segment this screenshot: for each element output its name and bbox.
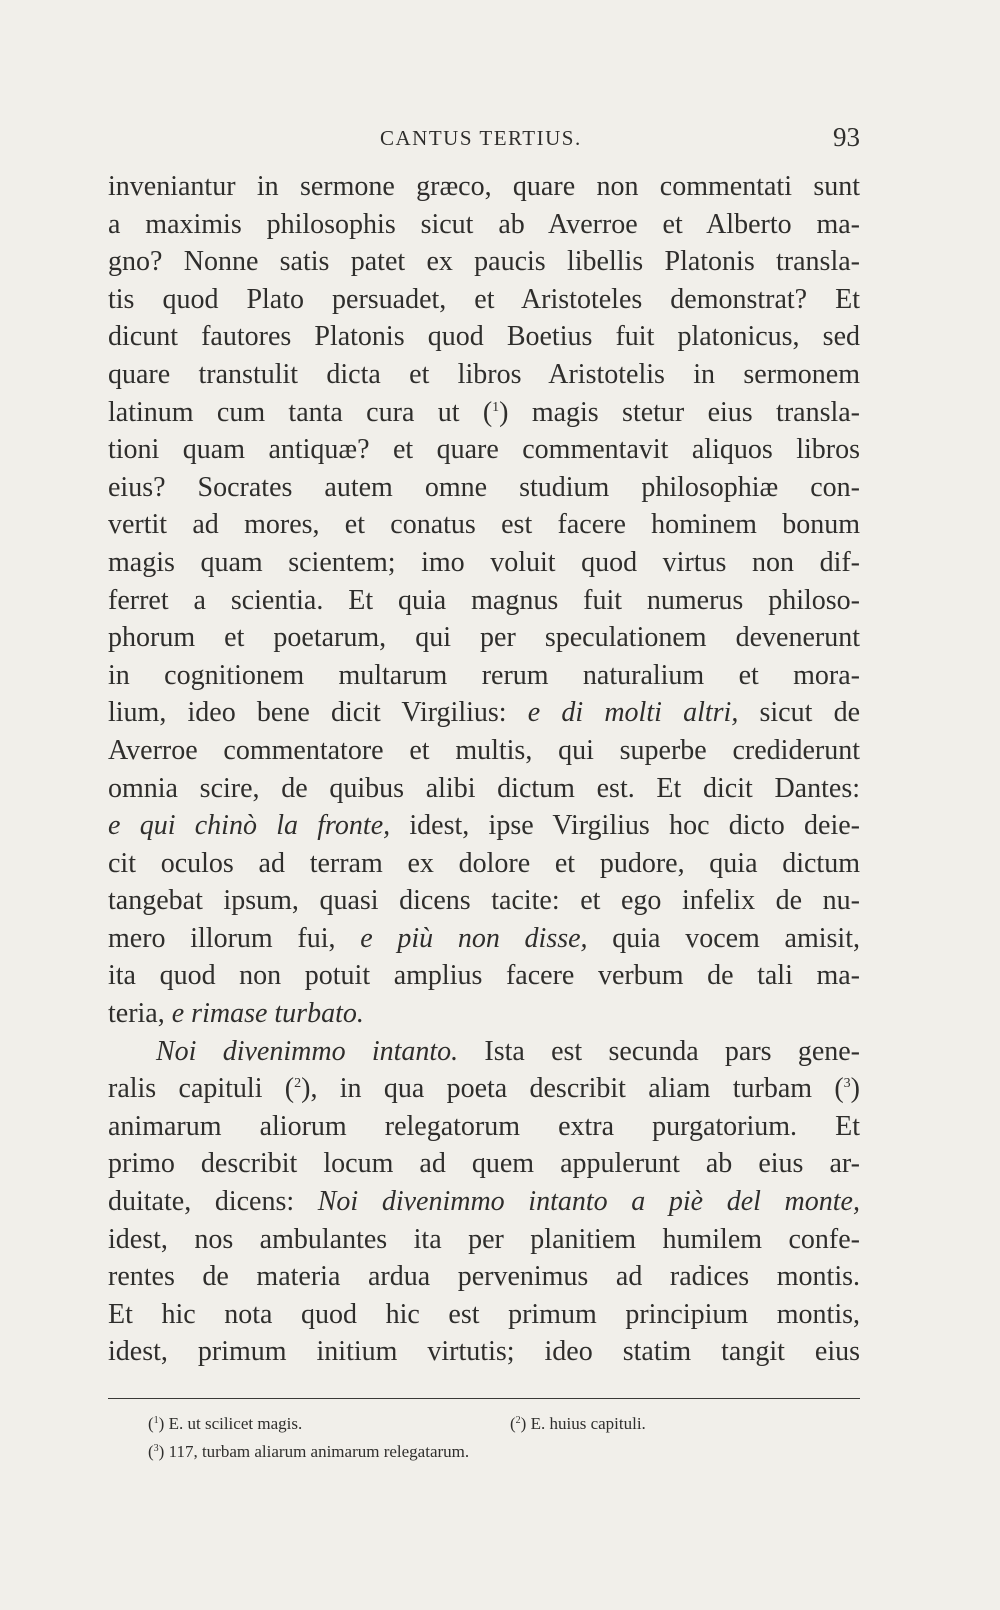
text-line [108, 394, 860, 432]
text-run: idest, ipse Virgilius hoc dicto deie- [390, 810, 860, 842]
text-run: a maximis philosophis sicut ab Averroe et Alberto ma- [108, 208, 860, 240]
text-run: ), in qua poeta describit aliam turbam ( [301, 1073, 844, 1105]
text-line [108, 1108, 860, 1146]
text-run: omnia scire, de quibus alibi dictum est. Et dicit Dantes: [108, 772, 860, 804]
page-number: 93 [833, 122, 860, 152]
italic-quotation: e più non disse, [360, 922, 588, 954]
running-title: CANTUS TERTIUS. [380, 126, 582, 150]
text-line [108, 168, 860, 206]
text-line [108, 1183, 860, 1221]
text-run: cit oculos ad terram ex dolore et pudore, quia dictum [108, 847, 860, 879]
text-run: mero illorum fui, [108, 922, 361, 954]
text-run: teria, [108, 998, 172, 1030]
text-line [108, 657, 860, 695]
text-line [108, 318, 860, 356]
text-line [108, 694, 860, 732]
text-line [108, 431, 860, 469]
text-line [108, 920, 860, 958]
text-run: ferret a scientia. Et quia magnus fuit numerus philoso- [108, 584, 860, 616]
italic-quotation: e qui chinò la fronte, [108, 810, 391, 842]
text-run: tioni quam antiquæ? et quare commentavit aliquos libros [108, 434, 860, 466]
text-run: primo describit locum ad quem appulerunt ab eius ar- [108, 1148, 860, 1180]
text-line [108, 544, 860, 582]
text-run: quare transtulit dicta et libros Aristotelis in sermonem [108, 358, 860, 390]
footnote-2: ($^2$) E. huius capituli. [510, 1414, 646, 1433]
text-run: eius? Socrates autem omne studium philosophiæ con- [108, 471, 860, 503]
footnote-mark: 2 [515, 1415, 521, 1426]
text-line [108, 807, 860, 845]
text-line [108, 206, 860, 244]
text-run: ralis capituli ( [108, 1073, 295, 1105]
running-header [108, 122, 860, 158]
text-run: lium, ideo bene dicit Virgilius: [108, 697, 528, 729]
text-line [108, 1070, 860, 1108]
text-run: animarum aliorum relegatorum extra purgatorium. Et [108, 1110, 860, 1142]
text-line [108, 770, 860, 808]
text-run: in cognitionem multarum rerum naturalium et mora- [108, 659, 860, 691]
text-run: tangebat ipsum, quasi dicens tacite: et ego infelix de nu- [108, 885, 860, 917]
footnote-reference: 3 [843, 1076, 851, 1092]
text-line [108, 1221, 860, 1259]
text-run: rentes de materia ardua pervenimus ad radices montis. [108, 1261, 860, 1293]
footnote-reference: 2 [294, 1076, 302, 1092]
text-run: ) magis stetur eius transla- [499, 396, 860, 428]
text-line [108, 1145, 860, 1183]
footnote-3: ($^3$) 117, turbam aliarum animarum relegatarum. [148, 1442, 470, 1461]
italic-quotation: Noi divenimmo intanto a piè del monte, [317, 1186, 860, 1218]
text-run: phorum et poetarum, qui per speculationem devenerunt [108, 622, 860, 654]
text-run: idest, nos ambulantes ita per planitiem humilem confe- [108, 1223, 860, 1255]
text-run: quia vocem amisit, [587, 922, 860, 954]
footnote-rule [108, 1398, 860, 1399]
text-line [108, 845, 860, 883]
text-run: gno? Nonne satis patet ex paucis libellis Platonis transla- [108, 246, 860, 278]
footnote-row [148, 1438, 848, 1466]
italic-quotation: e di molti altri, [527, 697, 739, 729]
italic-quotation: e rimase turbato. [171, 998, 364, 1030]
text-line [108, 995, 860, 1033]
text-run: Et hic nota quod hic est primum principium montis, [108, 1298, 860, 1330]
text-run: magis quam scientem; imo voluit quod virtus non dif- [108, 546, 860, 578]
text-line [108, 882, 860, 920]
footnote-mark: 3 [153, 1443, 159, 1454]
text-line [108, 732, 860, 770]
text-run: Ista est secunda pars gene- [458, 1035, 860, 1067]
footnote-mark: 1 [153, 1415, 159, 1426]
text-line [108, 957, 860, 995]
text-run: duitate, dicens: [108, 1186, 318, 1218]
text-line [108, 281, 860, 319]
footnotes [148, 1410, 848, 1466]
text-run: inveniantur in sermone græco, quare non commentati sunt [108, 171, 860, 202]
text-run: ita quod non potuit amplius facere verbum de tali ma- [108, 960, 860, 992]
text-line [108, 1296, 860, 1334]
text-run: ) [850, 1073, 860, 1105]
italic-quotation: Noi divenimmo intanto. [156, 1035, 459, 1067]
text-line [108, 1333, 860, 1371]
footnote-text: E. ut scilicet magis. [168, 1414, 303, 1433]
text-run: latinum cum tanta cura ut ( [108, 396, 493, 428]
text-line [108, 1258, 860, 1296]
text-run: sicut de [738, 697, 860, 729]
text-line [108, 469, 860, 507]
footnote-text: 117, turbam aliarum animarum relegatarum. [168, 1442, 470, 1461]
text-line [108, 1033, 860, 1071]
footnote-reference: 1 [492, 399, 500, 415]
text-line [108, 243, 860, 281]
text-line [108, 582, 860, 620]
text-run: Averroe commentatore et multis, qui superbe crediderunt [108, 734, 860, 766]
text-run: vertit ad mores, et conatus est facere hominem bonum [108, 509, 860, 541]
text-run: dicunt fautores Platonis quod Boetius fuit platonicus, sed [108, 321, 860, 353]
footnote-row [148, 1410, 848, 1438]
footnote-text: E. huius capituli. [530, 1414, 646, 1433]
text-line [108, 356, 860, 394]
text-run: idest, primum initium virtutis; ideo statim tangit eius [108, 1336, 860, 1368]
text-line [108, 506, 860, 544]
footnote-1: ($^1$) E. ut scilicet magis. [148, 1414, 303, 1433]
text-line [108, 619, 860, 657]
body-text [108, 168, 860, 1371]
text-run: tis quod Plato persuadet, et Aristoteles demonstrat? Et [108, 283, 860, 315]
